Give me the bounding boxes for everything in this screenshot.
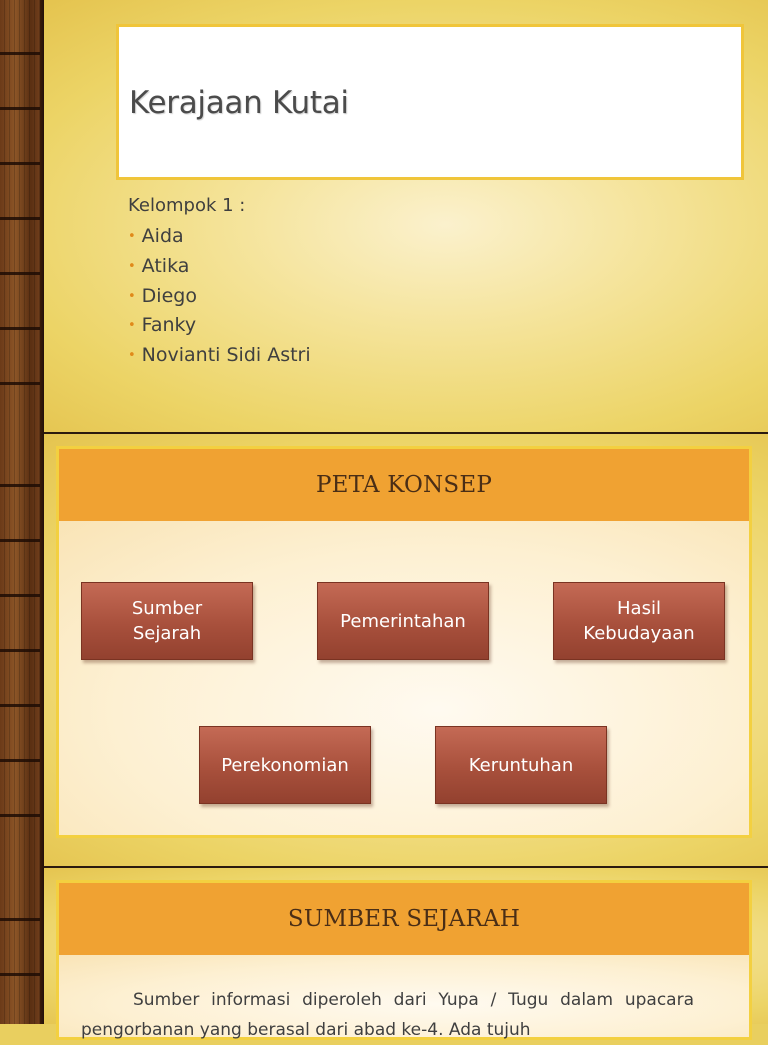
group-label: Kelompok 1 : [128, 195, 246, 216]
concept-hasil-kebudayaan[interactable]: Hasil Kebudayaan [553, 582, 725, 660]
list-item [128, 223, 311, 253]
title-box [116, 24, 744, 180]
bullet-icon: • [128, 258, 136, 274]
wood-border-strip [0, 432, 44, 866]
bullet-icon: • [128, 318, 136, 334]
frame-header [59, 883, 749, 956]
slide-title-text: Kerajaan Kutai [129, 85, 349, 121]
concept-pemerintahan[interactable]: Pemerintahan [317, 582, 489, 660]
frame-title: SUMBER SEJARAH [287, 906, 521, 932]
bullet-icon: • [128, 229, 136, 244]
concept-perekonomian[interactable]: Perekonomian [199, 726, 371, 804]
body-paragraph: Sumber informasi diperoleh dari Yupa / Tugu dalam upacara pengorbanan yang berasal dari abad ke-4. Ada tujuh [81, 990, 694, 1040]
slide-title [0, 0, 768, 432]
concept-frame [56, 446, 752, 838]
frame-header [59, 449, 749, 522]
list-item [128, 312, 311, 342]
concept-keruntuhan[interactable]: Keruntuhan [435, 726, 607, 804]
member-name: Fanky [141, 314, 197, 337]
member-list [128, 223, 311, 372]
list-item [128, 253, 311, 283]
content-frame [56, 880, 752, 1040]
member-name: Atika [141, 254, 190, 277]
wood-border-strip [0, 0, 44, 432]
concept-area [59, 521, 749, 835]
list-item [128, 283, 311, 313]
slide-divider [0, 866, 768, 868]
list-item [128, 342, 311, 372]
member-name: Novianti Sidi Astri [141, 344, 311, 367]
bullet-icon: • [128, 348, 136, 364]
slide-divider [0, 432, 768, 434]
member-name: Diego [141, 284, 197, 307]
slide-sumber-sejarah [0, 866, 768, 1040]
content-area [59, 955, 749, 1040]
bullet-icon: • [128, 288, 136, 304]
concept-sumber-sejarah[interactable]: Sumber Sejarah [81, 582, 253, 660]
slide-concept-map [0, 432, 768, 866]
wood-border-strip [0, 866, 44, 1024]
member-name: Aida [141, 225, 184, 247]
frame-title: PETA KONSEP [315, 472, 493, 498]
